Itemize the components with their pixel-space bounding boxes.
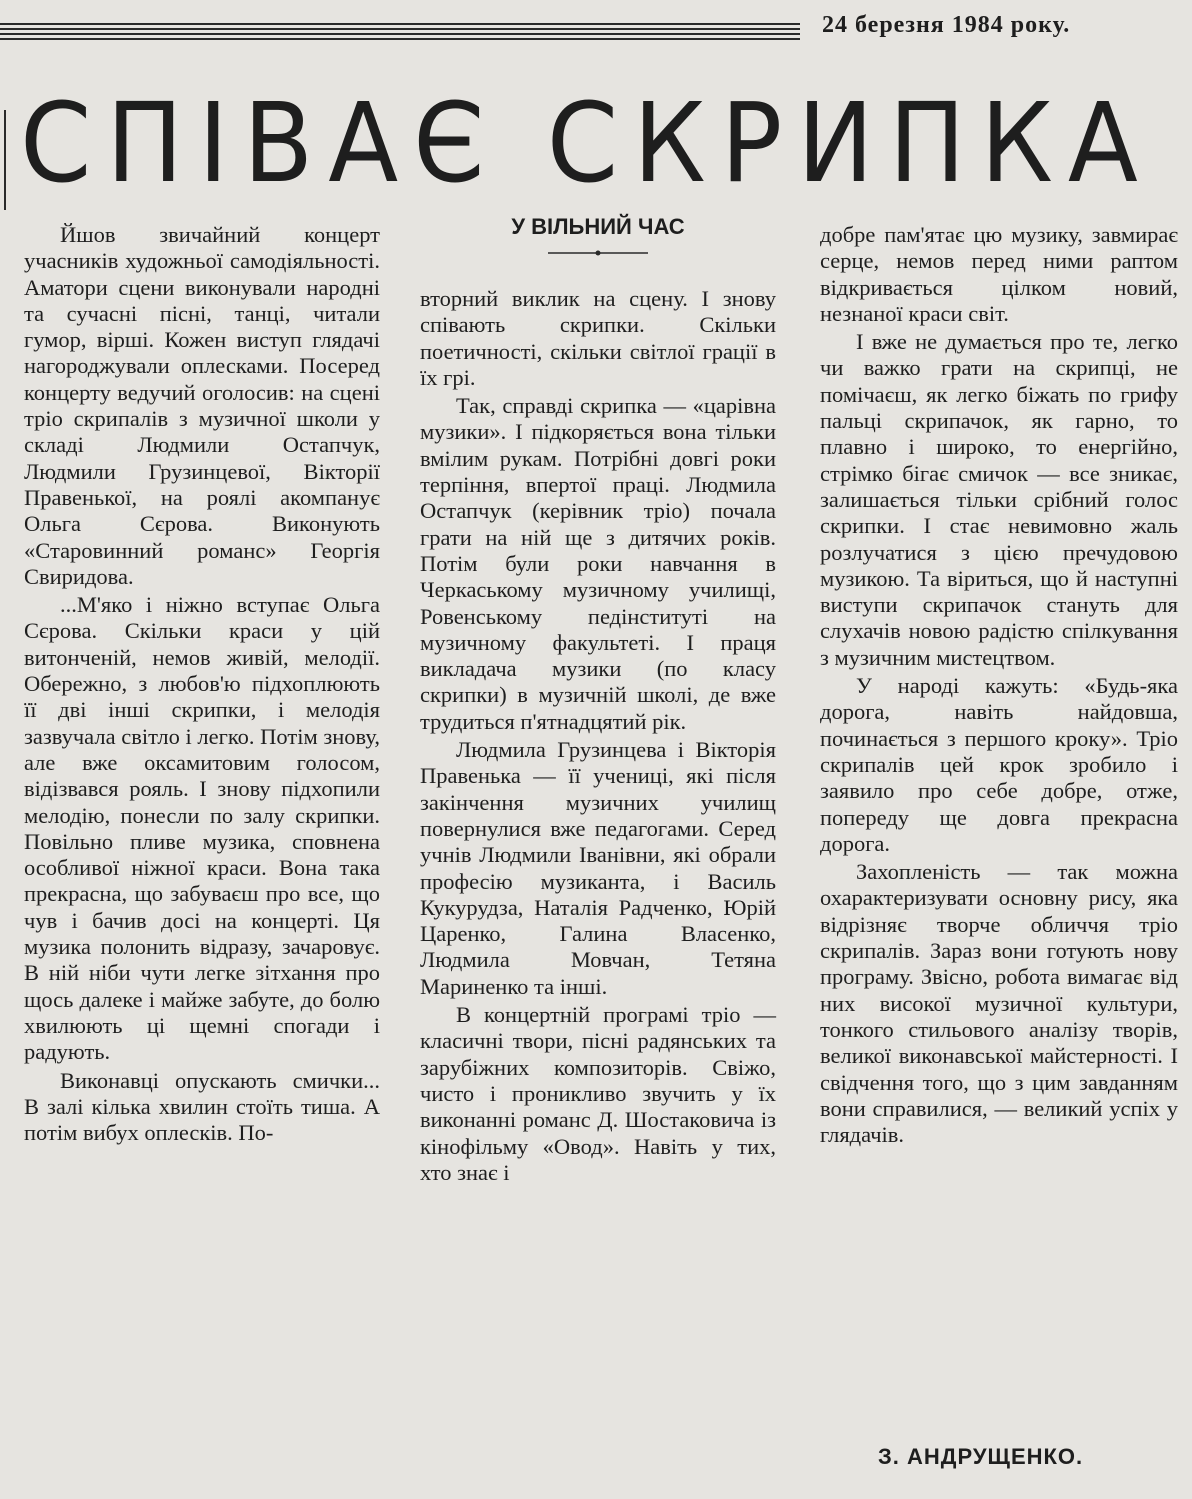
paragraph: Захопленість — так можна охарактеризувати основну рису, яка відрізняє творче обличчя тріо скрипалів. Зараз вони готують нову програму. Звісно, робота вимагає від них високої музичної культури, тонкого стильового аналізу творів, великої виконавської майстерності. І свідчення того, що з цим завданням вони справилися, — великий успіх у глядачів.	[820, 859, 1178, 1148]
paragraph: Виконавці опускають смички... В залі кілька хвилин стоїть тиша. А потім вибух оплесків. По-	[24, 1067, 380, 1146]
paragraph: вторний виклик на сцену. І знову співають скрипки. Скільки поетичності, скільки світлої грації в їх грі.	[420, 286, 776, 390]
issue-date: 24 березня 1984 року.	[822, 12, 1071, 38]
paragraph: добре пам'ятає цю музику, завмирає серце, немов перед ними раптом відкривається цілком новий, незнаної краси світ.	[820, 222, 1178, 326]
article-column-1	[24, 222, 380, 1148]
headline: СПІВАЄ СКРИПКА	[20, 79, 1153, 207]
top-rule	[0, 20, 800, 40]
article-column-2	[420, 222, 776, 1188]
paragraph: У народі кажуть: «Будь-яка дорога, навіть найдовша, починається з першого кроку». Тріо скрипалів цей крок зробило і заявило про себе добре, отже, попереду ще довга прекрасна дорога.	[820, 673, 1178, 856]
paragraph: В концертній програмі тріо — класичні твори, пісні радянських та зарубіжних композиторів. Свіжо, чисто і проникливо звучить у їх виконанні романс Д. Шостаковича із кінофільму «Овод». Навіть у тих, хто знає і	[420, 1002, 776, 1185]
paragraph: Йшов звичайний концерт учасників художньої самодіяльності. Аматори сцени виконували народні та сучасні пісні, танці, читали гумор, вірші. Кожен виступ глядачі нагороджували оплесками. Посеред концерту ведучий оголосив: на сцені тріо скрипалів з музичної школи у складі Людмили Остапчук, Людмили Грузинцевої, Вікторії Правенької, на роялі акомпанує Ольга Сєрова. Виконують «Старовинний романс» Георгія Свиридова.	[24, 222, 380, 589]
paragraph: Так, справді скрипка — «царівна музики». І підкоряється вона тільки вмілим рукам. Потрібні довгі роки терпіння, впертої праці. Людмила Остапчук (керівник тріо) почала грати на ній ще з дитячих років. Потім були роки навчання в Черкаському музичному училищі, Ровенському педінституті на музичному факультеті. І праця викладача музики (по класу скрипки) в музичній школі, де вже трудиться п'ятнадцятий рік.	[420, 393, 776, 734]
paragraph: Людмила Грузинцева і Вікторія Правенька — її учениці, які після закінчення музичних училищ повернулися вже педагогами. Серед учнів Людмили Іванівни, які обрали професію музиканта, і Василь Кукурудза, Наталія Радченко, Юрій Царенко, Галина Власенко, Людмила Мовчан, Тетяна Мариненко та інші.	[420, 737, 776, 999]
headline-side-rule	[4, 110, 6, 210]
section-rubric: У ВІЛЬНИЙ ЧАС	[511, 214, 685, 239]
article-column-3	[820, 222, 1178, 1150]
author-signature: З. АНДРУЩЕНКО.	[878, 1444, 1084, 1469]
paragraph: ...М'яко і ніжно вступає Ольга Сєрова. Скільки краси у цій витонченій, немов живій, мелодії. Обережно, з любов'ю підхоплюють її дві інші скрипки, і мелодія зазвучала світло і легко. Потім знову, але вже оксамитовим голосом, відізвався рояль. І знову підхопили мелодію, понесли по залу скрипки. Повільно пливе музика, сповнена особливої ніжної краси. Вона така прекрасна, що забуваєш про все, що чув і бачив досі на концерті. Ця музика полонить відразу, зачаровує. В ній ніби чути легке зітхання про щось далеке і майже забуте, до болю хвилюють ці щемні спогади і радують.	[24, 592, 380, 1065]
paragraph: І вже не думається про те, легко чи важко грати на скрипці, не помічаєш, як легко біжать по грифу пальці скрипачок, як гарно, то плавно і широко, то енергійно, стрімко бігає смичок — все зникає, залишається тільки срібний голос скрипки. І стає невимовно жаль розлучатися з цією пречудовою музикою. Та віриться, що й наступні виступи скрипачок стануть для слухачів новою радістю спілкування з музичним мистецтвом.	[820, 329, 1178, 670]
